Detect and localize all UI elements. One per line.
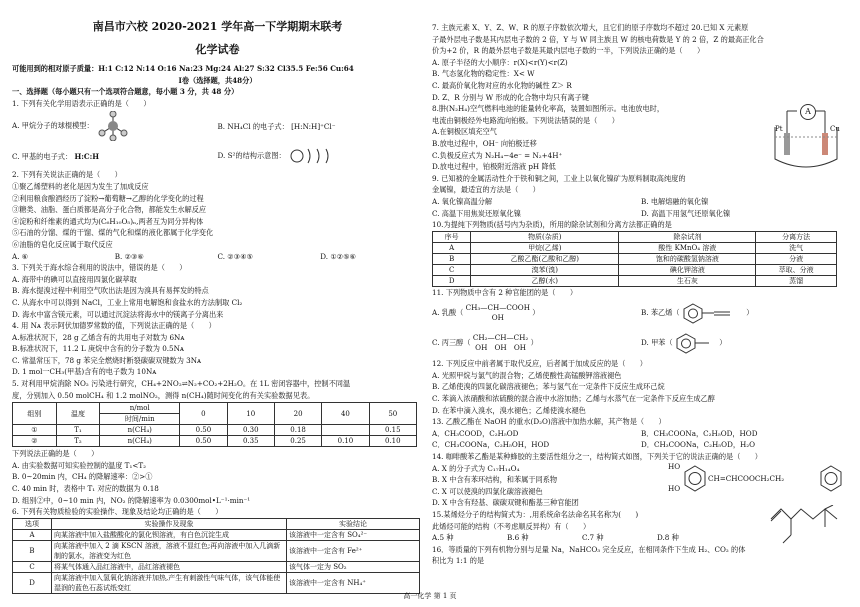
- table-cell: 向某溶液中加入 2 滴 KSCN 溶液，溶液不显红色;再向溶液中加入几滴新制的氯水，溶液变为红色: [52, 540, 287, 561]
- q1-stem: 1. 下列有关化学用语表示正确的是（ ）: [12, 98, 151, 108]
- table-row: [433, 242, 837, 253]
- table-header: 序号: [433, 231, 471, 242]
- glycerol-structure: [473, 333, 528, 353]
- q9-line: 9. 已知被的金属活动性介于铁和铜之间，工业上以氧化镍矿为原料制取高纯度的: [432, 173, 686, 183]
- q5-option: D. 组别②中，0~10 min 内，NO₂ 的降解速率为 0.0300mol•L⁻¹·min⁻¹: [12, 495, 251, 505]
- table-cell: T₁: [56, 425, 100, 436]
- q13-options-row1: [432, 428, 850, 440]
- table-header: 40: [322, 403, 369, 425]
- cu-electrode-label: Cu: [830, 125, 840, 134]
- q10-stem: 10.为提纯下列物质(括号内为杂质)，所用的除杂试剂和分离方法都正确的是: [432, 220, 672, 230]
- q9-option-a: A. 氧化镍高温分解: [432, 196, 493, 206]
- q7-option: C. 最高价氧化物对应的水化物的碱性 Z＞ R: [432, 80, 572, 90]
- glycerol-chain: CH₂—CH—CH₂: [472, 333, 529, 343]
- q11-close-paren: ）: [532, 308, 540, 318]
- q11-option-d: [641, 332, 850, 354]
- table-header: 温度: [56, 403, 100, 425]
- q5-option: C. 40 min 时，表格中 T₁ 对应的数据为 0.18: [12, 484, 159, 494]
- page-footer: 高一化学 第 1 页: [403, 592, 457, 600]
- q13-stem: 13. 乙酸乙酯在 NaOH 的重水(D₂O)溶液中加热水解，其产物是（ ）: [432, 417, 666, 427]
- lactic-acid-structure: [466, 303, 530, 323]
- benzene-ring-icon: [682, 463, 708, 499]
- table-cell: C: [13, 561, 52, 572]
- q2-item: ⑤石油的分馏、煤的干馏、煤的气化和煤的液化都属于化学变化: [12, 228, 214, 238]
- q6-table: [12, 518, 420, 594]
- table-cell: 洗气: [756, 242, 837, 253]
- q1-option-c: [12, 151, 218, 163]
- table-cell: [322, 425, 369, 436]
- q7-option: A. 原子半径的大小顺序：r(X)<r(Y)<r(Z): [432, 57, 568, 67]
- table-header: 物质(杂质): [471, 231, 619, 242]
- table-cell: B: [13, 540, 52, 561]
- table-row: [433, 264, 837, 275]
- q2-item: ③糖类、油脂、蛋白质都是高分子化合物，都能发生水解反应: [12, 205, 207, 215]
- q7-option: B. 气态氢化物的稳定性：X< W: [432, 69, 535, 79]
- q8-option: C.负极反应式为 N₂H₄−4e⁻ = N₂+4H⁺: [432, 150, 563, 160]
- q5-stem-line2: 度，分别加入 0.50 molCH₄ 和 1.2 molNO₂，测得 n(CH₄)随时间变化的有关实验数据见表。: [12, 390, 315, 400]
- table-cell: 碘化钾溶液: [619, 264, 756, 275]
- q8-option: B.放电过程中，OH⁻ 向铂极迁移: [432, 138, 537, 148]
- table-cell: A: [13, 529, 52, 540]
- q11-close-paren: ）: [746, 308, 754, 318]
- methyl-electron-formula: H:C:H: [74, 151, 100, 161]
- table-row: [13, 436, 417, 447]
- table-cell: A: [433, 242, 471, 253]
- q12-option: C. 苯滴入浓硝酸和浓硫酸的混合液中水浴加热；乙烯与水蒸气在一定条件下反应生成乙醇: [432, 394, 715, 404]
- q12-option: A. 光照甲烷与氯气的混合物；乙烯使酸性高锰酸钾溶液褪色: [432, 370, 622, 380]
- q4-stem: 4. 用 Nᴀ 表示阿伏加德罗常数的值，下列说法正确的是（ ）: [12, 321, 216, 331]
- q7-option: D. Z、R 分别与 W 形成的化合物中均只有离子键: [432, 92, 589, 102]
- table-header: 0: [180, 403, 227, 425]
- q2-item: ④淀粉和纤维素的通式均为(C₆H₁₀O₅)ₙ,两者互为同分异构体: [12, 216, 204, 226]
- q14-option: C. X 可以使溴的四氯化碳溶液褪色: [432, 486, 543, 496]
- q4-option: B.标准状况下，11.2 L 庚烷中含有的分子数为 0.5Nᴀ: [12, 344, 184, 354]
- table-cell: 将某气体通入品红溶液中，品红溶液褪色: [52, 561, 287, 572]
- q8-block: [432, 103, 850, 173]
- toluene-structure: [675, 332, 717, 354]
- table-cell: 0.35: [227, 436, 274, 447]
- table-cell: 溴苯(溴): [471, 264, 619, 275]
- volume-heading: Ⅰ卷（选择题，共48分）: [178, 75, 257, 85]
- q3-option: D. 海水中富含镁元素，可以通过沉淀法将海水中的镁离子分离出来: [12, 309, 224, 319]
- atomic-masses: 可能用到的相对原子质量：H:1 C:12 N:14 O:16 Na:23 Mg:24 Al:27 S:32 Cl35.5 Fe:56 Cu:64: [12, 64, 354, 73]
- q3-option: A. 海带中的碘可以直接用四氯化碳萃取: [12, 274, 137, 284]
- q2-option-d: D. ①②⑤⑥: [320, 251, 357, 261]
- table-cell: D: [433, 275, 471, 286]
- q16-line: 16．等质量的下列有机物分别与足量 Na，NaHCO₃ 完全反应，在相同条件下生成 H₂、CO₂ 的体: [432, 544, 746, 554]
- exam-title: 南昌市六校 2020-2021 学年高一下学期期末联考: [92, 20, 343, 33]
- table-header-row: [13, 403, 417, 414]
- q5-data-table: [12, 402, 417, 447]
- table-cell: 该溶液中一定含有 SO₄²⁻: [287, 529, 420, 540]
- q8-line: 电流由铜极经外电路流向铂极。下列说法错误的是（ ）: [432, 115, 619, 125]
- table-cell: 0.30: [227, 425, 274, 436]
- q4-option: A.标准状况下，28 g 乙烯含有的共用电子对数为 6Nᴀ: [12, 332, 185, 342]
- table-row: [433, 275, 837, 286]
- q11-option-c: [432, 333, 641, 353]
- q13-options-row2: [432, 439, 850, 451]
- table-row: [13, 561, 420, 572]
- q1-row-ab: [12, 109, 423, 143]
- table-cell: 向某溶液中加入盐酸酸化的氯化钡溶液，有白色沉淀生成: [52, 529, 287, 540]
- table-cell: 0.50: [180, 425, 227, 436]
- nh4cl-electron-formula: [H:N:H]⁺Cl⁻: [291, 121, 336, 131]
- q2-option-c: C. ②③④⑤: [217, 251, 254, 261]
- table-header: 组别: [13, 403, 57, 425]
- table-cell: n(CH₄): [100, 436, 180, 447]
- q9-option-c: C. 高温下用焦炭还原氧化镍: [432, 208, 521, 218]
- table-header-row: [13, 518, 420, 529]
- q1-option-a: [12, 111, 218, 141]
- q16-line: 积比为 1:1 的是: [432, 556, 485, 566]
- q14-stem: 14. 咖啡酸苯乙酯是某种蜂胶的主要活性组分之一，结构简式如图，下列关于它的说法正确的是（ ）: [432, 452, 762, 462]
- q3-option: C. 从海水中可以得到 NaCl，工业上常用电解饱和食盐水的方法制取 Cl₂: [12, 297, 243, 307]
- q15-options: [432, 532, 732, 544]
- table-header: 实验结论: [287, 518, 420, 529]
- table-header: 20: [274, 403, 321, 425]
- table-header: 选项: [13, 518, 52, 529]
- left-column: [12, 0, 423, 594]
- methane-ball-stick-model: [96, 111, 130, 141]
- alkene-skeletal-structure: [767, 505, 847, 545]
- q15-line: 此烯烃可能的结构（不考虑顺反异构）有（ ）: [432, 521, 591, 531]
- table-cell: 生石灰: [619, 275, 756, 286]
- q12-stem: 12. 下列反应中前者属于取代反应，后者属于加成反应的是（ ）: [432, 359, 647, 369]
- q11-row-ab: [432, 298, 850, 328]
- table-cell: C: [433, 264, 471, 275]
- table-cell: 甲烷(乙烯): [471, 242, 619, 253]
- table-cell: 0.10: [322, 436, 369, 447]
- q11-close-paren: ）: [530, 338, 538, 348]
- table-header: n/mol: [100, 403, 180, 414]
- ester-chain: CH=CHCOOCH₂CH₂: [708, 473, 785, 483]
- q9-option-b: B. 电解熔融的氧化镍: [641, 196, 709, 206]
- q4-option: C. 常温常压下，78 g 苯完全燃烧时断裂碳碳双键数为 3Nᴀ: [12, 355, 202, 365]
- table-row: [13, 540, 420, 561]
- q2-item: ⑥油脂的皂化反应属于取代反应: [12, 239, 113, 249]
- q8-option: A.在铜极区填充空气: [432, 127, 497, 137]
- table-header: 10: [227, 403, 274, 425]
- q1-b-label: B. NH₄Cl 的电子式：: [217, 121, 289, 131]
- q7-line: 7. 主族元素 X、Y、Z、W、R 的原子序数依次增大，且它们的原子序数均不超过 20.已知 X 元素原: [432, 23, 749, 32]
- table-row: [433, 253, 837, 264]
- q15-line: 15.某烯烃分子的结构简式为：,用系统命名法命名其名称为( ): [432, 510, 639, 519]
- table-row: [13, 529, 420, 540]
- q2-option-b: B. ②③⑥: [114, 251, 144, 261]
- table-header: 50: [369, 403, 416, 425]
- q2-item: ②利用粮食酿酒经历了淀粉→葡萄糖→乙醇的化学变化的过程: [12, 193, 204, 203]
- table-cell: ②: [13, 436, 57, 447]
- q11-b-label: B. 苯乙烯（: [641, 308, 680, 318]
- q11-option-a: [432, 303, 641, 323]
- table-row: [13, 425, 417, 436]
- q13-option-d: D．CH₃COONa，C₂H₅OD，H₂O: [641, 440, 756, 450]
- q7-line: 价为+2 价，R 的最外层电子数是其最内层电子数的一半，下列说法正确的是（ ）: [432, 46, 705, 56]
- sulfide-ion-structure-diagram: [288, 146, 334, 166]
- table-cell: 0.15: [369, 425, 416, 436]
- section-heading: 一、选择题（每小题只有一个选项符合题意，每小题 3 分，共 48 分）: [12, 87, 239, 97]
- q9-option-d: D. 高温下用氢气还原氧化镍: [641, 208, 731, 218]
- hydroxyl-label: HO: [668, 483, 681, 493]
- q15-option-d: D.8 种: [657, 533, 679, 543]
- q12-option: B. 乙烯使溴的四氯化碳溶液褪色；苯与氢气在一定条件下反应生成环己烷: [432, 382, 665, 392]
- q1-row-cd: [12, 143, 423, 169]
- q15-option-a: A.5 种: [432, 533, 454, 543]
- q5-after: 下列说法正确的是（ ）: [12, 449, 99, 459]
- table-cell: 乙酸乙酯(乙酸和乙醇): [471, 253, 619, 264]
- q1-d-label: D. S²的结构示意图：: [217, 151, 286, 161]
- caffeic-ester-structure: [668, 461, 848, 505]
- table-header: 时间/min: [100, 414, 180, 425]
- q4-option: D. 1 mol一CH₃(甲基)含有的电子数为 10Nᴀ: [12, 367, 157, 377]
- q11-d-label: D. 甲苯（: [641, 338, 673, 348]
- lactic-acid-chain: CH₃—CH—COOH: [465, 303, 530, 313]
- q9-options-row1: [432, 196, 850, 208]
- table-header: 除杂试剂: [619, 231, 756, 242]
- q12-option: D. 在苯中滴入溴水，溴水褪色；乙烯使溴水褪色: [432, 405, 586, 415]
- q15-block: [432, 509, 850, 544]
- q15-option-c: C.7 种: [582, 533, 604, 543]
- table-cell: 0.25: [274, 436, 321, 447]
- table-cell: 酸性 KMnO₄ 溶液: [619, 242, 756, 253]
- right-column: [432, 22, 850, 567]
- table-cell: 该溶液中一定含有 NH₄⁺: [287, 572, 420, 593]
- q11-option-b: [641, 302, 850, 324]
- q2-option-a: A. ⑥: [12, 251, 29, 261]
- table-cell: B: [433, 253, 471, 264]
- q5-option: B. 0~20min 内，CH₄ 的降解速率：②>①: [12, 472, 153, 482]
- table-cell: 该气体一定为 SO₂: [287, 561, 420, 572]
- q1-option-b: [218, 121, 424, 133]
- q9-line: 金属镍，最适宜的方法是（ ）: [432, 185, 540, 195]
- lactic-acid-oh: OH: [491, 313, 504, 323]
- ammeter-icon: A: [800, 104, 816, 120]
- table-header-row: [433, 231, 837, 242]
- q10-table: [432, 231, 837, 287]
- table-cell: 向某溶液中加入氢氧化钠溶液并加热,产生有刺激性气味气体，该气体能使湿润的蓝色石蕊试纸变红: [52, 572, 287, 593]
- table-cell: 萃取、分液: [756, 264, 837, 275]
- q8-option: D.放电过程中，铂极附近溶液 pH 降低: [432, 162, 556, 172]
- benzene-ring-icon: [818, 463, 844, 499]
- q9-options-row2: [432, 208, 850, 220]
- table-cell: 0.10: [369, 436, 416, 447]
- table-header: 实验操作及现象: [52, 518, 287, 529]
- q11-c-label: C. 丙三醇（: [432, 338, 471, 348]
- pt-electrode-label: Pt: [775, 125, 783, 134]
- q5-option: A. 由实验数据可知实验控制的温度 T₁<T₂: [12, 460, 147, 470]
- table-cell: 该溶液中一定含有 Fe²⁺: [287, 540, 420, 561]
- q15-option-b: B.6 种: [507, 533, 529, 543]
- q11-close-paren: ）: [719, 338, 727, 348]
- q2-options: [12, 251, 423, 263]
- q3-stem: 3. 下列关于海水综合利用的说法中，错误的是（ ）: [12, 263, 187, 273]
- q7-line: 子最外层电子数是其内层电子数的 2 倍，Y 与 W 同主族且 W 的核电荷数是 Y 的 2 倍，Z 的最高正化合: [432, 34, 764, 44]
- table-cell: 0.18: [274, 425, 321, 436]
- q5-stem-line1: 5. 对利用甲烷消除 NO₂ 污染进行研究，CH₄+2NO₂⇌N₂+CO₂+2H₂O。在 1L 密闭容器中，控制不同温: [12, 379, 351, 389]
- glycerol-oh: OH OH OH: [475, 343, 527, 353]
- q3-option: B. 海水提溴过程中利用空气吹出法是因为溴具有易挥发的特点: [12, 286, 209, 296]
- table-cell: 蒸馏: [756, 275, 837, 286]
- q14-option: B. X 中含有苯环结构，和苯属于同系物: [432, 475, 558, 485]
- q1-a-label: A. 甲烷分子的球棍模型：: [12, 121, 94, 131]
- q6-stem: 6. 下列有关物质检验的实验操作、现象及结论均正确的是（ ）: [12, 507, 223, 517]
- q1-option-d: [218, 146, 424, 166]
- hydroxyl-label: HO: [668, 461, 681, 471]
- q13-option-c: C．CH₃COONa，C₂H₅OH，HOD: [432, 440, 550, 450]
- table-cell: 0.50: [180, 436, 227, 447]
- q11-a-label: A. 乳酸（: [432, 308, 464, 318]
- table-cell: 饱和的碳酸氢钠溶液: [619, 253, 756, 264]
- exam-subtitle: 化学试卷: [195, 43, 240, 56]
- table-cell: n(CH₄): [100, 425, 180, 436]
- q8-line: 8.肼(N₂H₄)空气燃料电池的能量转化率高，装置如图所示。电池放电时，: [432, 104, 665, 114]
- table-cell: 分液: [756, 253, 837, 264]
- q14-block: [432, 463, 850, 509]
- q14-option: D. X 中含有羟基、碳碳双键和酯基三种官能团: [432, 498, 579, 508]
- styrene-structure: [682, 302, 744, 324]
- q2-stem: 2. 下列有关说法正确的是（ ）: [12, 170, 122, 180]
- q13-option-b: B．CH₃COONa，C₂H₅OD，HOD: [641, 428, 758, 438]
- q11-stem: 11. 下列物质中含有 2 种官能团的是（ ）: [432, 287, 578, 297]
- q11-row-cd: [432, 328, 850, 358]
- table-cell: D: [13, 572, 52, 593]
- table-cell: T₂: [56, 436, 100, 447]
- q2-item: ①聚乙烯塑料的老化是因为发生了加成反应: [12, 181, 149, 191]
- table-cell: 乙醇(水): [471, 275, 619, 286]
- table-header: 分离方法: [756, 231, 837, 242]
- q13-option-a: A．CH₃COOD，C₂H₅OD: [432, 428, 519, 438]
- q14-option: A. X 的分子式为 C₁₇H₁₄O₄: [432, 463, 520, 473]
- q1-c-label: C. 甲基的电子式：: [12, 151, 73, 161]
- table-cell: ①: [13, 425, 57, 436]
